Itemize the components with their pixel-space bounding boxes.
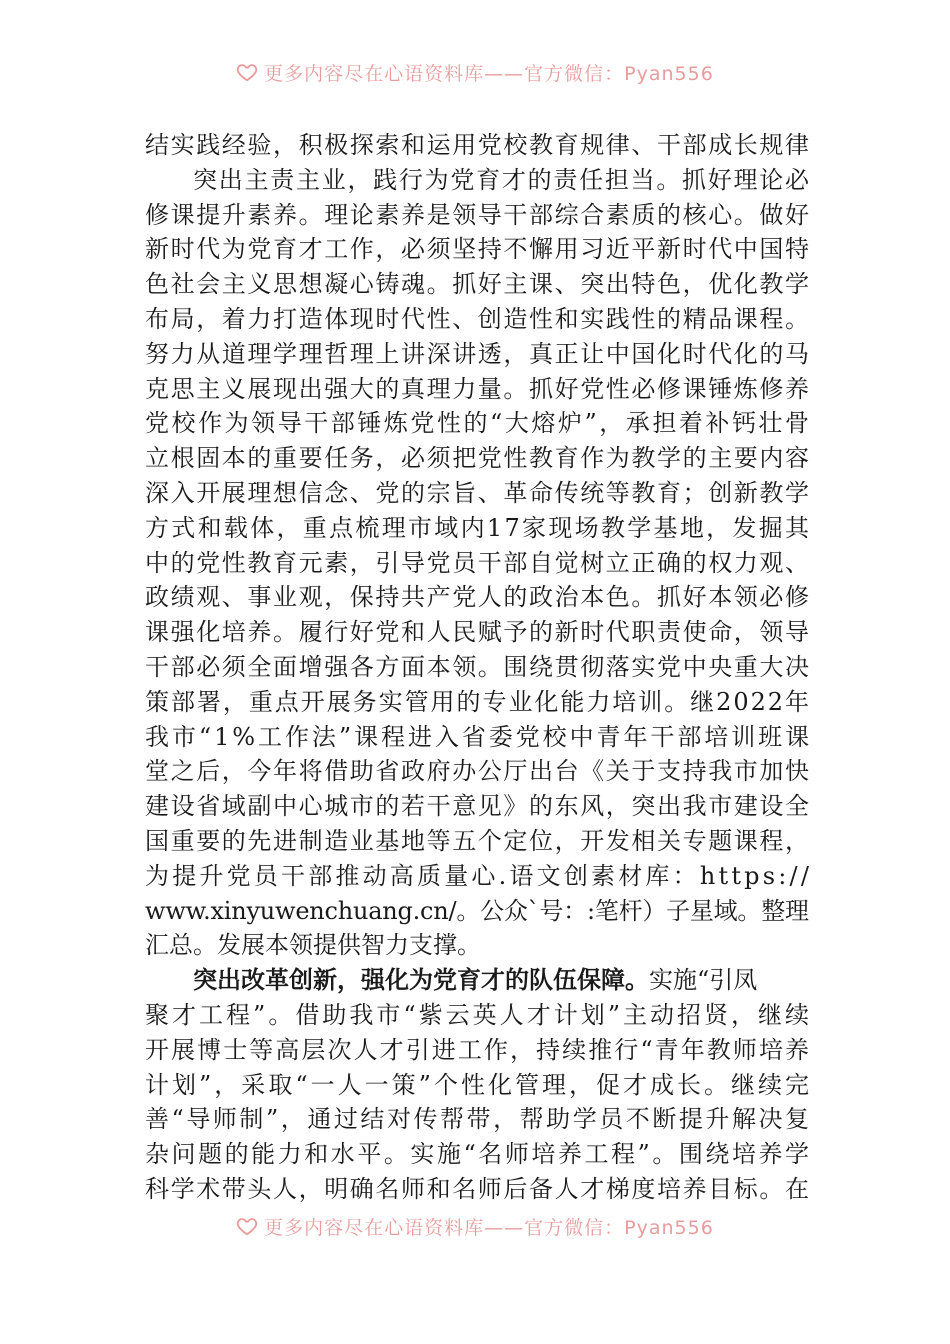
text-line: 为提升党员干部推动高质量心.语文创素材库：https://: [145, 861, 813, 890]
text-line: 开展博士等高层次人才引进工作，持续推行“青年教师培养: [145, 1035, 812, 1064]
text-line: 善“导师制”，通过结对传帮带，帮助学员不断提升解决复: [145, 1105, 812, 1134]
heart-logo-icon: [236, 61, 258, 83]
text-line: 国重要的先进制造业基地等五个定位，开发相关专题课程，: [145, 826, 811, 855]
text-line: www.xinyuwenchuang.cn/。公众`号：:笔杆）子星域。整理: [145, 896, 809, 925]
text-line: 我市“1%工作法”课程进入省委党校中青年干部培训班课: [145, 722, 813, 751]
text-line: 新时代为党育才工作，必须坚持不懈用习近平新时代中国特: [145, 235, 811, 264]
text-line: 党校作为领导干部锤炼党性的“大熔炉”，承担着补钙壮骨: [145, 409, 812, 438]
text-line: 聚才工程”。借助我市“紫云英人才计划”主动招贤，继续: [145, 1000, 813, 1029]
text-line: 科学术带头人，明确名师和名师后备人才梯度培养目标。在: [145, 1174, 811, 1203]
text-line: 深入开展理想信念、党的宗旨、革命传统等教育；创新教学: [145, 478, 811, 507]
watermark-text: 更多内容尽在心语资料库——官方微信：Pyan556: [264, 1216, 714, 1239]
text-line: 中的党性教育元素，引导党员干部自觉树立正确的权力观、: [145, 548, 811, 577]
watermark-text: 更多内容尽在心语资料库——官方微信：Pyan556: [264, 62, 714, 85]
heart-logo-icon: [236, 1215, 258, 1237]
text-line: 立根固本的重要任务，必须把党性教育作为教学的主要内容: [145, 444, 811, 473]
bold-lead-heading: 突出改革创新，强化为党育才的队伍保障。: [193, 965, 649, 995]
text-line: 杂问题的能力和水平。实施“名师培养工程”。围绕培养学: [145, 1140, 812, 1169]
text-line: 策部署，重点开展务实管用的专业化能力培训。继2022年: [145, 687, 811, 716]
watermark-header: [0, 52, 950, 92]
text-line: 计划”，采取“一人一策”个性化管理，促才成长。继续完: [145, 1070, 813, 1099]
text-line: 突出主责主业，践行为党育才的责任担当。抓好理论必: [193, 165, 811, 194]
text-line: 建设省域副中心城市的若干意见》的东风，突出我市建设全: [145, 792, 811, 821]
text-line: 堂之后，今年将借助省政府办公厅出台《关于支持我市加快: [145, 757, 811, 786]
watermark-footer: [0, 1206, 950, 1246]
text-line: 布局，着力打造体现时代性、创造性和实践性的精品课程。: [145, 304, 811, 333]
text-line: 结实践经验，积极探索和运用党校教育规律、干部成长规律: [145, 131, 811, 159]
text-line: 课强化培养。履行好党和人民赋予的新时代职责使命，领导: [145, 618, 811, 647]
paragraph-main-responsibility: [145, 163, 813, 963]
text-line: 突出改革创新，强化为党育才的队伍保障。 实施“引凤: [145, 963, 809, 998]
paragraph-reform-innovation: [145, 963, 813, 1207]
text-line: 政绩观、事业观，保持共产党人的政治本色。抓好本领必修: [145, 583, 811, 612]
text-line: 汇总。发展本领提供智力支撑。: [145, 931, 481, 960]
text-line: 修课提升素养。理论素养是领导干部综合素质的核心。做好: [145, 200, 811, 229]
text-line: 努力从道理学理哲理上讲深讲透，真正让中国化时代化的马: [145, 339, 811, 368]
text-line: 方式和载体，重点梳理市域内17家现场教学基地，发掘其: [145, 513, 812, 542]
document-body: [145, 128, 813, 1207]
text-line: 克思主义展现出强大的真理力量。抓好党性必修课锤炼修养: [145, 374, 811, 403]
text-line: 色社会主义思想凝心铸魂。抓好主课、突出特色，优化教学: [145, 270, 811, 299]
text-line: 干部必须全面增强各方面本领。围绕贯彻落实党中央重大决: [145, 652, 811, 681]
paragraph-continuation: [145, 128, 809, 163]
